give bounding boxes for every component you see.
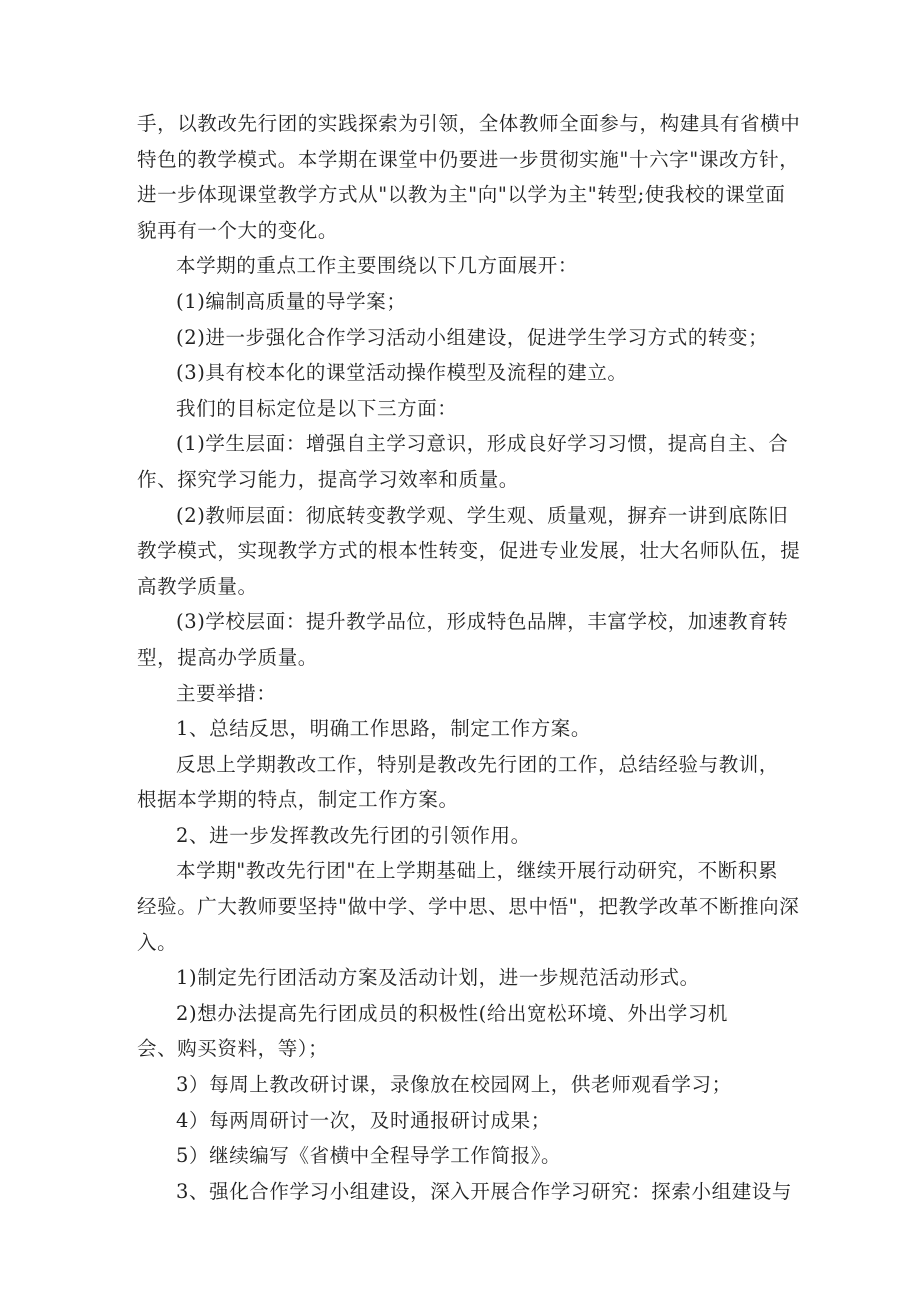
measure-heading-1: 1、总结反思，明确工作思路，制定工作方案。 xyxy=(176,717,592,741)
paragraph-measure-1-body xyxy=(137,747,792,818)
list-item-goal-students xyxy=(137,426,792,497)
section-heading-measures: 主要举措： xyxy=(176,681,277,705)
text-line: 特色的教学模式。本学期在课堂中仍要进一步贯彻实施"十六字"课改方针， xyxy=(137,147,800,171)
measure-heading-2: 2、进一步发挥教改先行团的引领作用。 xyxy=(176,823,531,847)
text-line: (3)学校层面：提升教学品位，形成特色品牌，丰富学校，加速教育转 xyxy=(176,610,789,634)
text-line: 教学模式，实现教学方式的根本性转变，促进专业发展，壮大名师队伍，提 xyxy=(137,539,801,563)
text-line: 高教学质量。 xyxy=(137,574,258,598)
sub-item-5: 5）继续编写《省横中全程导学工作简报》。 xyxy=(176,1144,562,1168)
text-line: (2)教师层面：彻底转变教学观、学生观、质量观，摒弃一讲到底陈旧 xyxy=(176,503,789,527)
list-item-key-work-3: (3)具有校本化的课堂活动操作模型及流程的建立。 xyxy=(176,361,628,385)
sub-item-2 xyxy=(137,996,792,1067)
text-line: 手，以教改先行团的实践探索为引领，全体教师全面参与，构建具有省横中 xyxy=(137,112,801,135)
text-line: 根据本学期的特点，制定工作方案。 xyxy=(137,788,459,812)
list-item-key-work-2: (2)进一步强化合作学习活动小组建设，促进学生学习方式的转变； xyxy=(176,325,769,349)
measure-heading-3: 3、强化合作学习小组建设，深入开展合作学习研究：探索小组建设与 xyxy=(176,1179,793,1203)
text-line: 反思上学期教改工作，特别是教改先行团的工作，总结经验与教训， xyxy=(176,752,780,776)
document-body xyxy=(137,106,801,1209)
text-line: 貌再有一个大的变化。 xyxy=(137,218,339,242)
paragraph-goals-intro: 我们的目标定位是以下三方面： xyxy=(176,396,458,420)
text-line: 作、探究学习能力，提高学习效率和质量。 xyxy=(137,467,519,491)
text-line: 经验。广大教师要坚持"做中学、学中思、思中悟"，把教学改革不断推向深 xyxy=(137,895,800,919)
text-line: 会、购买资料，等）； xyxy=(137,1037,329,1061)
text-line: 进一步体现课堂教学方式从"以教为主"向"以学为主"转型;使我校的课堂面 xyxy=(137,183,786,207)
paragraph-key-work-intro: 本学期的重点工作主要围绕以下几方面展开： xyxy=(176,254,579,278)
paragraph-measure-2-body xyxy=(137,853,800,960)
list-item-goal-school xyxy=(137,604,792,675)
sub-item-4: 4）每两周研讨一次，及时通报研讨成果； xyxy=(176,1108,551,1132)
text-line: 2)想办法提高先行团成员的积极性(给出宽松环境、外出学习机 xyxy=(176,1001,729,1025)
list-item-goal-teachers xyxy=(137,498,801,605)
text-line: 入。 xyxy=(137,930,178,954)
text-line: (1)学生层面：增强自主学习意识，形成良好学习习惯，提高自主、合 xyxy=(176,432,789,456)
text-line: 本学期"教改先行团"在上学期基础上，继续开展行动研究，不断积累 xyxy=(176,859,779,883)
sub-item-3: 3）每周上教改研讨课，录像放在校园网上，供老师观看学习； xyxy=(176,1073,732,1097)
text-line: 型，提高办学质量。 xyxy=(137,645,318,669)
paragraph-intro-continued xyxy=(137,106,801,248)
sub-item-1: 1)制定先行团活动方案及活动计划，进一步规范活动形式。 xyxy=(176,966,700,990)
list-item-key-work-1: (1)编制高质量的导学案； xyxy=(176,289,407,313)
